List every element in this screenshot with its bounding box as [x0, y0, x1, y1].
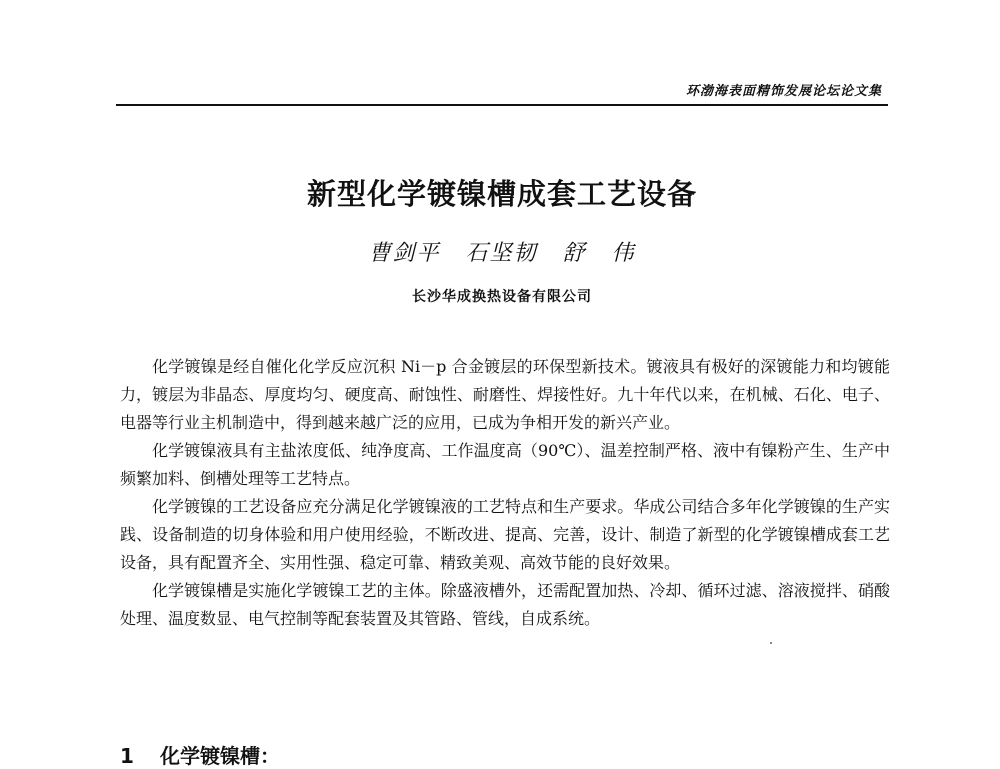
scan-speck [770, 642, 772, 644]
paper-title: 新型化学镀镍槽成套工艺设备 [306, 177, 697, 211]
authors: 曹剑平 石坚韧 舒 伟 [368, 241, 636, 266]
paragraph: 化学镀镍槽是实施化学镀镍工艺的主体。除盛液槽外，还需配置加热、冷却、循环过滤、溶液搅拌、硝酸处理、温度数显、电气控制等配套装置及其管路、管线，自成系统。 [120, 581, 890, 628]
paragraph: 化学镀镍是经自催化化学反应沉积 Ni－p 合金镀层的环保型新技术。镀液具有极好的深镀能力和均镀能力，镀层为非晶态、厚度均匀、硬度高、耐蚀性、耐磨性、焊接性好。九十年代以来，在机械、石化、电子、电器等行业主机制造中，得到越来越广泛的应用，已成为争相开发的新兴产业。 [120, 357, 890, 432]
section-number: 1 [120, 744, 134, 768]
header-rule [116, 104, 888, 106]
affiliation: 长沙华成换热设备有限公司 [412, 289, 592, 305]
running-header: 环渤海表面精饰发展论坛论文集 [685, 84, 882, 99]
body-text [120, 353, 890, 633]
section-heading [120, 740, 280, 769]
paragraph: 化学镀镍的工艺设备应充分满足化学镀镍液的工艺特点和生产要求。华成公司结合多年化学镀镍的生产实践、设备制造的切身体验和用户使用经验，不断改进、提高、完善，设计、制造了新型的化学镀镍槽成套工艺设备，具有配置齐全、实用性强、稳定可靠、精致美观、高效节能的良好效果。 [120, 497, 890, 572]
paragraph: 化学镀镍液具有主盐浓度低、纯净度高、工作温度高（90℃）、温差控制严格、液中有镍粉产生、生产中频繁加料、倒槽处理等工艺特点。 [120, 441, 890, 488]
section-title: 化学镀镍槽： [160, 744, 280, 768]
